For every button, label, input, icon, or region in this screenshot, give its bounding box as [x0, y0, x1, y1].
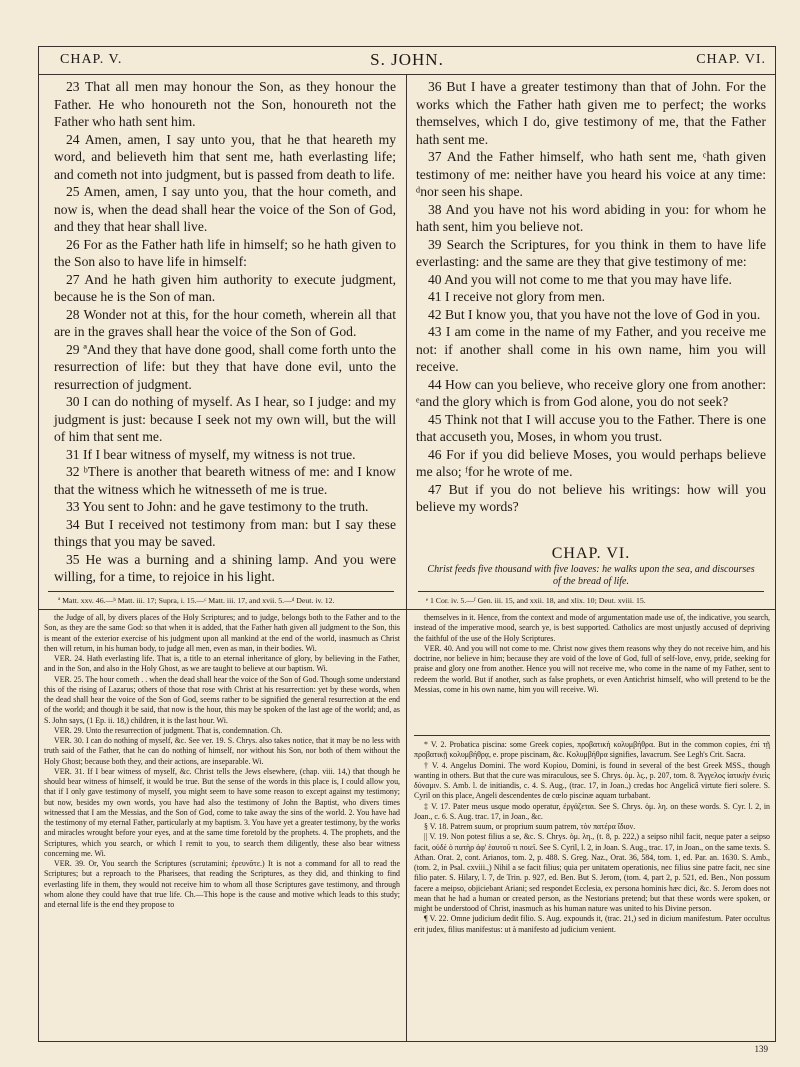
chapter-heading-block [416, 542, 766, 590]
note-right-7: || V. 19. Non potest filius a se, &c. S. Chrys. ὁμ. λη., (t. 8, p. 222,) a seipso nihil facit, neque pater a seipso facit, οὐδὲ ὁ πατὴρ ἀφ' ἑαυτοῦ τι ποιεῖ. See S. Cyril, l. 2, in Joan. S. Aug., trac. 17, in Joan., on the same texts. S. Athan. Orat. 2, cont. Arianos, tom. 2, p. 488. S. Greg. Naz., Orat. 36, 584, tom. 1, ed. Par. an. 1630. S. Amb., (tom. 2, in Psal. cxviii.,) Nihil a se facit filius; quia per unitatem operationis, nec filius sine patre facit, nec sine filio pater. S. Hilary, l. 7, de Trin. p. 927, ed. Ben. But S. Jerom, (tom. 4, part 2, p. 521, ed. Ben., Non possum facere a meipso, objiciebant Ariani; sed respondet Ecclesia, ex persona hominis hæc dici, &c. S. Jerom does not mean that he had a human or created person, as the Nestorians pretend; but that these words were spoken, or might be understood of Christ, inasmuch as his human nature was united to his Divine person. [414, 832, 770, 913]
left-text-column [54, 78, 396, 590]
xref-right-block [426, 596, 766, 606]
note-right-2: VER. 40. And you will not come to me. Christ now gives them reasons why they do not receive him, and his doctrine, nor believe in him; because they are void of the love of God, full of self-love, envy, pride, seeking for praise and glory one from another. Hence you will not receive me, who come in the name of my Father, sent to redeem the world. But if another, such as false prophets, or even Antichrist himself, who will pretend to be the Messias, come in his own name, him you will receive. Wi. [414, 643, 770, 694]
verse-31: 31 If I bear witness of myself, my witness is not true. [66, 446, 356, 462]
verse-27: 27 And he hath given him authority to execute judgment, because he is the Son of man. [54, 271, 396, 304]
header-left: CHAP. V. [60, 52, 123, 67]
verse-38: 38 And you have not his word abiding in you: for whom he hath sent, him you believe not. [416, 201, 766, 234]
verse-47: 47 But if you do not believe his writings: how will you believe my words? [416, 481, 766, 514]
note-left-3: VER. 25. The hour cometh . . when the dead shall hear the voice of the Son of God. Though some understand this of the rising of Lazarus; others of those that rose with Christ at his resurrection: yet by these words, when the dead shall hear the voice of the Son of God, seems rather to be signified the general resurrection at the end of the world; and though it be said, that now is the hour, this may be spoken of the last age of the world; and, as S. John says, (1 Ep. ii. 18,) children, it is the last hour. Wi. [44, 674, 400, 725]
verse-37: 37 And the Father himself, who hath sent me, ᶜhath given testimony of me: neither have you heard his voice at any time: ᵈnor seen his shape. [416, 149, 766, 199]
verse-25: 25 Amen, amen, I say unto you, that the hour cometh, and now is, when the dead shall hear the voice of the Son of God, and they that hear shall live. [54, 184, 396, 234]
verse-26: 26 For as the Father hath life in himself; so he hath given to the Son also to have life in himself: [54, 236, 396, 269]
verse-24: 24 Amen, amen, I say unto you, that he that heareth my word, and believeth him that sent me, hath everlasting life; and cometh not into judgment, but is passed from death to life. [54, 131, 396, 182]
header-right: CHAP. VI. [696, 52, 766, 67]
note-left-1: the Judge of all, by divers places of the Holy Scriptures; and to judge, belongs both to the Father and to the Son, as they are the same God: so that when it is added, that the Father hath given all judgment to the Son, this is meant of the exterior exercise of his judgment upon all mankind at the end of the world, inasmuch as Christ then will return, in his human body, to judge all men, even as man, in their bodies. Wi. [44, 613, 400, 653]
verse-32: 32 ᵇThere is another that beareth witness of me: and I know that the witness which he witnesseth of me is true. [54, 464, 396, 497]
header-rule [38, 74, 776, 75]
note-right-1: themselves in it. Hence, from the context and mode of argumentation made use of, the indicative, you search, instead of the imperative mood, search ye, is best supported. Catholics are most unjustly accused of depriving the faithful of the use of the Holy Scriptures. [414, 613, 770, 643]
verse-23: 23 That all men may honour the Son, as they honour the Father. He who honoureth not the Son, honoureth not the Father who hath sent him. [54, 79, 396, 129]
notes-right-divider [414, 735, 770, 736]
column-divider-notes [406, 609, 407, 1042]
note-left-6: VER. 31. If I bear witness of myself, &c. Christ tells the Jews elsewhere, (chap. viii. 14,) that though he should bear witness of himself, it would be true. But the sense of the words in this place is, I could allow you, that if I only gave testimony of myself, you might seem to have some reason to except against my testimony; but now, besides my own words, you have had also the testimony of John the Baptist, who divers times witnessed that I am the Messias, and the Son of God, come to take away the sins of the world. 2. You have had the testimony of my eternal Father, particularly at my baptism. 3. You have yet a greater testimony, by the works and miracles wrought before your eyes, and at the same time foretold by the prophets. 4. The prophets, and the Scriptures, which you search, or which I remit to you, to search them diligently, these also bear witness concerning me. Wi. [44, 766, 400, 858]
note-right-8: ¶ V. 22. Omne judicium dedit filio. S. Aug. expounds it, (trac. 21,) sed in dicium manifestum. Pater occultus erit judex, filius manifestus: ut à manifesto ad judicium venient. [414, 914, 770, 934]
xref-rule-left [48, 591, 394, 592]
column-divider-top [406, 74, 407, 609]
verse-41: 41 I receive not glory from men. [428, 289, 606, 304]
verse-42: 42 But I know you, that you have not the love of God in you. [428, 306, 761, 322]
note-left-4: VER. 29. Unto the resurrection of judgment. That is, condemnation. Ch. [54, 725, 283, 735]
note-left-2: VER. 24. Hath everlasting life. That is, a title to an eternal inheritance of glory, by believing in the Father, and in the Son, and also in the Holy Ghost, as we are taught to believe at our baptism. Wi. [44, 654, 400, 674]
verse-30: 30 I can do nothing of myself. As I hear, so I judge: and my judgment is just: because I seek not my own will, but the will of him that sent me. [54, 394, 396, 444]
chapter-summary: Christ feeds five thousand with five loaves: he walks upon the sea, and discourses of the bread of life. [427, 564, 755, 587]
note-left-7: VER. 39. Or, You search the Scriptures (scrutamini; ἐρευνᾶτε.) It is not a command for all to read the Scriptures; but a reproach to the Pharisees, that reading the Scriptures, as they did, and thinking to find everlasting life in them, they would not receive him to whom all those Scriptures gave testimony, and through whom alone they could have that true life. Ch.—This hope is the cause and motive which leads to this study; and eternal life is the end they propose to [44, 859, 400, 909]
note-right-3: * V. 2. Probatica piscina: some Greek copies, προβατικὴ κολυμβήθρα. But in the common copies, ἐπὶ τῇ προβατικῇ κολυμβήθρᾳ, e. prope piscinam, &c. Κολυμβήθρα signifies, lavacrum. See Legh's Crit. Sacra. [414, 740, 770, 760]
verse-35: 35 He was a burning and a shining lamp. And you were willing, for a time, to rejoice in his light. [54, 551, 396, 584]
note-right-5: ‡ V. 17. Pater meus usque modo operatur, ἐργάζεται. See S. Chrys. ὁμ. λη. on these words. S. Cyr. l. 2, in Joan., c. 6. S. Aug. trac. 17, in Joan., &c. [414, 801, 770, 821]
verse-29: 29 ªAnd they that have done good, shall come forth unto the resurrection of life: but they that have done evil, unto the resurrection of judgment. [54, 341, 396, 392]
verse-43: 43 I am come in the name of my Father, and you receive me not: if another shall come in his own name, him you will receive. [416, 324, 766, 374]
verse-40: 40 And you will not come to me that you may have life. [428, 271, 732, 287]
xref-left-block [58, 596, 398, 606]
running-header [40, 50, 774, 72]
header-center: S. JOHN. [370, 50, 444, 69]
verse-34: 34 But I received not testimony from man: but I say these things that you may be saved. [54, 516, 396, 549]
notes-right-top [414, 613, 770, 733]
verse-36: 36 But I have a greater testimony than that of John. For the works which the Father hath given me to perfect; the works themselves, which I do, give testimony of me, that the Father hath sent me. [416, 79, 766, 147]
notes-left-column [44, 613, 400, 1041]
notes-right-bottom [414, 740, 770, 1040]
verse-28: 28 Wonder not at this, for the hour cometh, wherein all that are in the graves shall hear the voice of the Son of God. [54, 306, 396, 339]
verse-33: 33 You sent to John: and he gave testimony to the truth. [66, 499, 369, 514]
chapter-heading: CHAP. VI. [551, 545, 631, 562]
xref-left: ª Matt. xxv. 46.—ᵇ Matt. iii. 17; Supra, i. 15.—ᶜ Matt. iii. 17, and xvii. 5.—ᵈ Deut. iv. 12. [58, 596, 335, 605]
verse-44: 44 How can you believe, who receive glory one from another: ᵉand the glory which is from God alone, you do not seek? [416, 376, 766, 409]
note-right-6: § V. 18. Patrem suum, or proprium suum patrem, τὸν πατέρα ἴδιον. [424, 822, 636, 831]
notes-rule [38, 609, 776, 610]
verse-45: 45 Think not that I will accuse you to the Father. There is one that accuseth you, Moses, in whom you trust. [416, 411, 766, 444]
note-left-5: VER. 30. I can do nothing of myself, &c. See ver. 19. S. Chrys. also takes notice, that it may be no less with truth said of the Father, that he can do nothing of himself, nor without his Son, nor both of them without the Holy Ghost; because both they, and their actions, are inseparable. Wi. [44, 736, 400, 766]
verse-39: 39 Search the Scriptures, for you think in them to have life everlasting: and the same are they that give testimony of me: [416, 236, 766, 269]
xref-right: ᵉ 1 Cor. iv. 5.—ᶠ Gen. iii. 15, and xxii. 18, and xlix. 10; Deut. xviii. 15. [426, 596, 646, 605]
verse-46: 46 For if you did believe Moses, you would perhaps believe me also; ᶠfor he wrote of me. [416, 446, 766, 479]
xref-rule-right [418, 591, 764, 592]
right-text-column [416, 78, 766, 548]
note-right-4: † V. 4. Angelus Domini. The word Κυρίου, Domini, is found in several of the best Greek MSS., though wanting in others. But that the cure was miraculous, see S. Chrys. ὁμ. λς., p. 207, tom. 8. Ἄγγελος ἰατικὴν ἐνιεὶς δύναμιν. S. Amb. l. de initiandis, c. 4. S. Aug., (trac. 17, in Joan.,) credas hoc Angelicâ virtute fieri solere. S. Cyril on this place, Angeli descendentes de cœlo piscinæ aquam turbabant. [414, 760, 770, 801]
page-number: 139 [754, 1044, 768, 1054]
